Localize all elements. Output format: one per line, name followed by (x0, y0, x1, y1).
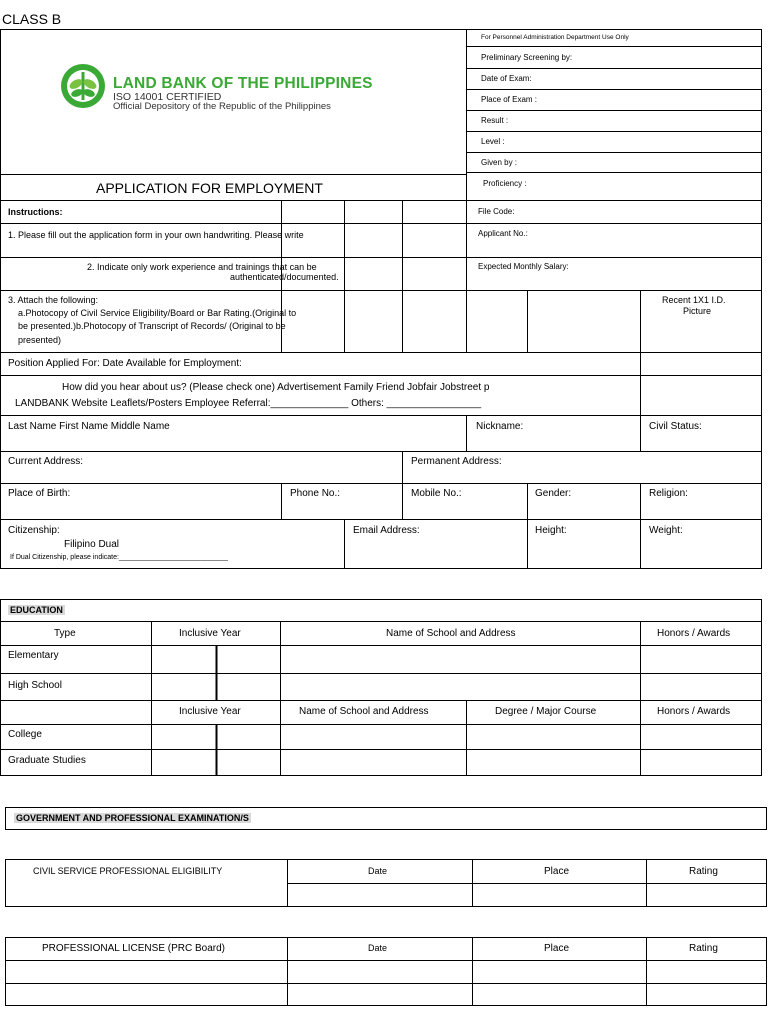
edu-row-elementary: Elementary (8, 650, 59, 661)
civil-status-label: Civil Status: (649, 421, 702, 432)
edu-row-college: College (8, 729, 42, 740)
picture-label-1: Recent 1X1 I.D. (662, 295, 726, 305)
landbank-emblem-icon (56, 62, 110, 110)
cs-col-date: Date (368, 866, 388, 876)
edu-header2-degree: Degree / Major Course (495, 706, 597, 717)
instructions-label: Instructions: (8, 207, 63, 217)
edu-row-high-school: High School (8, 680, 62, 691)
dept-row-file-code: File Code: (478, 207, 515, 216)
dept-row-proficiency: Proficiency : (483, 179, 527, 188)
instruction-3a: 3. Attach the following: (8, 295, 99, 305)
picture-label-2: Picture (683, 306, 712, 316)
edu-header2-honors: Honors / Awards (657, 706, 731, 717)
prc-col-date: Date (368, 943, 388, 953)
iso-text: ISO 14001 CERTIFIED (113, 91, 222, 103)
edu-header2-year: Inclusive Year (179, 706, 241, 717)
instruction-3c: be presented.)b.Photocopy of Transcript of Records/ (Original to be (18, 321, 286, 331)
photo-box[interactable] (641, 291, 761, 414)
phone-label: Phone No.: (290, 488, 341, 499)
height-label: Height: (535, 525, 567, 536)
dept-row-given-by: Given by : (481, 158, 518, 167)
gender-label: Gender: (535, 488, 572, 499)
religion-label: Religion: (649, 488, 688, 499)
prc-col-place: Place (544, 943, 570, 954)
edu-header2-school: Name of School and Address (299, 706, 429, 717)
edu-header-type: Type (54, 628, 76, 639)
dept-row-screening: Preliminary Screening by: (481, 53, 573, 62)
cs-col-rating: Rating (689, 866, 718, 877)
instruction-2b: authenticated/documented. (230, 272, 339, 282)
dept-row-expected-salary: Expected Monthly Salary: (478, 262, 569, 271)
current-address-label: Current Address: (8, 456, 84, 467)
dept-row-level: Level : (481, 137, 505, 146)
edu-row-graduate: Graduate Studies (8, 755, 86, 766)
citizenship-options: Filipino Dual (64, 539, 120, 550)
email-label: Email Address: (353, 525, 420, 536)
names-label: Last Name First Name Middle Name (8, 421, 170, 432)
education-section-title: EDUCATION (10, 605, 63, 615)
instruction-3d: presented) (18, 335, 62, 345)
edu-header-honors: Honors / Awards (657, 628, 731, 639)
edu-header-year: Inclusive Year (179, 628, 241, 639)
mobile-label: Mobile No.: (411, 488, 462, 499)
cs-col-place: Place (544, 866, 570, 877)
citizenship-label: Citizenship: (8, 525, 60, 536)
prc-license-label: PROFESSIONAL LICENSE (PRC Board) (42, 943, 226, 954)
dept-row-place-exam: Place of Exam : (481, 95, 538, 104)
depository-text: Official Depository of the Republic of the Philippines (113, 101, 331, 112)
instruction-1: 1. Please fill out the application form in your own handwriting. Please write (8, 230, 304, 240)
dept-row-date-exam: Date of Exam: (481, 74, 532, 83)
dept-use-header: For Personnel Administration Department Use Only (481, 34, 629, 41)
dept-row-applicant-no: Applicant No.: (478, 229, 528, 238)
bank-name: LAND BANK OF THE PHILIPPINES (113, 75, 373, 92)
permanent-address-label: Permanent Address: (411, 456, 502, 467)
instruction-3b: a.Photocopy of Civil Service Eligibility/Board or Bar Rating.(Original to (18, 308, 297, 318)
cs-eligibility-label: CIVIL SERVICE PROFESSIONAL ELIGIBILITY (33, 866, 223, 876)
position-line: Position Applied For: Date Available for Employment: (8, 358, 242, 369)
hear-about-line-1: How did you hear about us? (Please check one) Advertisement Family Friend Jobfair Jobstreet p (62, 382, 490, 393)
landbank-logo (56, 62, 110, 110)
prc-col-rating: Rating (689, 943, 718, 954)
hear-about-line-2: LANDBANK Website Leaflets/Posters Employee Referral:______________ Others: _________________ (15, 398, 482, 409)
place-of-birth-label: Place of Birth: (8, 488, 71, 499)
instruction-2a: 2. Indicate only work experience and trainings that can be (87, 262, 317, 272)
nickname-label: Nickname: (476, 421, 524, 432)
exams-section-title: GOVERNMENT AND PROFESSIONAL EXAMINATION/S (16, 813, 249, 823)
edu-header-school: Name of School and Address (386, 628, 516, 639)
dept-row-result: Result : (481, 116, 509, 125)
dual-citizenship-note: If Dual Citizenship, please indicate:____________________________ (10, 554, 228, 561)
form-title: APPLICATION FOR EMPLOYMENT (96, 180, 323, 196)
class-label: CLASS B (2, 11, 62, 27)
weight-label: Weight: (649, 525, 683, 536)
